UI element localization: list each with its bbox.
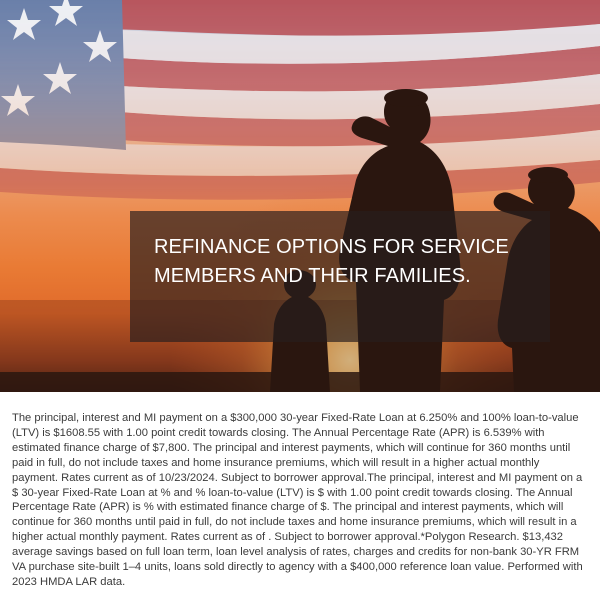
headline: REFINANCE OPTIONS FOR SERVICE MEMBERS AND THEIR FAMILIES. — [154, 236, 509, 287]
headline-overlay — [130, 211, 550, 342]
american-flag — [0, 0, 600, 200]
disclaimer-text: The principal, interest and MI payment on a $300,000 30-year Fixed-Rate Loan at 6.250% and 100% loan-to-value (LTV) is $1608.55 with 1.00 point credit towards closing. The Annual Percentage Rate (APR) is 6.539% with estimated finance charge of $7,800. The principal and interest payments, which will continue for 360 months until paid in full, do not include taxes and home insurance premiums, which will result in a higher actual monthly payment. Rates current as of 10/23/2024. Subject to borrower approval.The principal, interest and MI payment on a $ 30-year Fixed-Rate Loan at % and % loan-to-value (LTV) is $ with 1.00 point credit towards closing. The Annual Percentage Rate (APR) is % with estimated finance charge of $. The principal and interest payments, which will continue for 360 months until paid in full, do not include taxes and home insurance premiums, which will result in a higher actual monthly payment. Rates current as of . Subject to borrower approval.*Polygon Research. $13,432 average savings based on full loan term, loan level analysis of rates, charges and credits for non-bank 30-YR FRM VA purchase site-built 1–4 units, loans sold directly to agency with a $400,000 reference loan value. Performed with 2023 HMDA LAR data. — [12, 412, 583, 588]
disclaimer-section — [0, 392, 600, 600]
